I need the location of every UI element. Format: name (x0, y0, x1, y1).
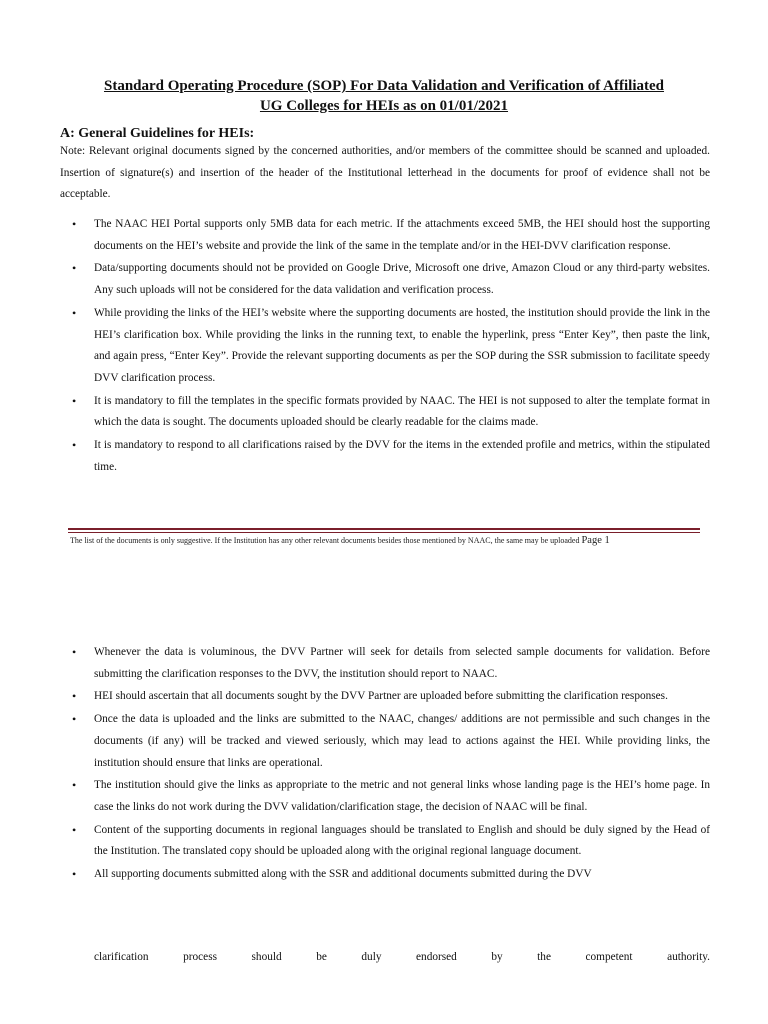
word: authority. (667, 951, 710, 963)
list-item: • It is mandatory to respond to all clarifications raised by the DVV for the items in the extended profile and metrics, within the stipulated time. (72, 435, 710, 478)
word: clarification (94, 951, 149, 963)
page-number: Page 1 (581, 535, 610, 546)
word: competent (585, 951, 633, 963)
list-item: • Content of the supporting documents in regional languages should be translated to English and should be duly signed by the Head of the Institution. The translated copy should be uploaded along with the original regional language document. (72, 820, 710, 863)
word: be (316, 951, 327, 963)
footer-divider (68, 528, 700, 533)
list-item: • It is mandatory to fill the templates in the specific formats provided by NAAC. The HEI is not supposed to alter the template format in which the data is sought. The documents uploaded should be clearly readable for the claims made. (72, 391, 710, 434)
title-line-1: Standard Operating Procedure (SOP) For Data Validation and Verification of Affiliated (103, 78, 665, 94)
list-item: • The institution should give the links as appropriate to the metric and not general links whose landing page is the HEI’s home page. In case the links do not work during the DVV validation/clarification stage, the decision of NAAC will be final. (72, 775, 710, 818)
word: process (183, 951, 217, 963)
justified-continuation-line (94, 947, 710, 969)
word: should (251, 951, 282, 963)
title-line-2: UG Colleges for HEIs as on 01/01/2021 (259, 98, 509, 114)
section-heading: A: General Guidelines for HEIs: (60, 126, 255, 141)
document-title (60, 76, 708, 116)
list-item: • Whenever the data is voluminous, the DVV Partner will seek for details from selected sample documents for validation. Before submitting the clarification responses to the DVV, the institution should report to NAAC. (72, 642, 710, 685)
list-item: • All supporting documents submitted along with the SSR and additional documents submitted during the DVV (72, 864, 710, 886)
page-footer (70, 535, 710, 547)
note-paragraph: Note: Relevant original documents signed by the concerned authorities, and/or members of the committee should be scanned and uploaded. Insertion of signature(s) and insertion of the header of the Institutional letterhead in the documents for proof of evidence shall not be acceptable. (60, 145, 710, 201)
footer-note: The list of the documents is only suggestive. If the Institution has any other relevant documents besides those mentioned by NAAC, the same may be uploaded (70, 536, 580, 545)
list-item: • While providing the links of the HEI’s website where the supporting documents are hosted, the institution should provide the link in the HEI’s clarification box. While providing the links in the running text, to enable the hyperlink, press “Enter Key”, then paste the link, and again press, “Enter Key”. Provide the relevant supporting documents as per the SOP during the SSR submission to facilitate speedy DVV clarification process. (72, 303, 710, 390)
word: the (537, 951, 551, 963)
word: endorsed (416, 951, 457, 963)
word: duly (361, 951, 382, 963)
word: by (491, 951, 503, 963)
list-item: • The NAAC HEI Portal supports only 5MB data for each metric. If the attachments exceed 5MB, the HEI should host the supporting documents on the HEI’s website and provide the link of the same in the template and/or in the HEI-DVV clarification response. (72, 214, 710, 257)
list-item: • Data/supporting documents should not be provided on Google Drive, Microsoft one drive, Amazon Cloud or any third-party websites. Any such uploads will not be considered for the data validation and verification process. (72, 258, 710, 301)
guidelines-list-page-2 (72, 642, 710, 887)
list-item: • HEI should ascertain that all documents sought by the DVV Partner are uploaded before submitting the clarification responses. (72, 686, 710, 708)
guidelines-list-page-1 (72, 214, 710, 479)
list-item: • Once the data is uploaded and the links are submitted to the NAAC, changes/ additions are not permissible and such changes in the documents (if any) will be tracked and viewed seriously, which may lead to actions against the HEI. While providing links, the institution should ensure that links are operational. (72, 709, 710, 774)
